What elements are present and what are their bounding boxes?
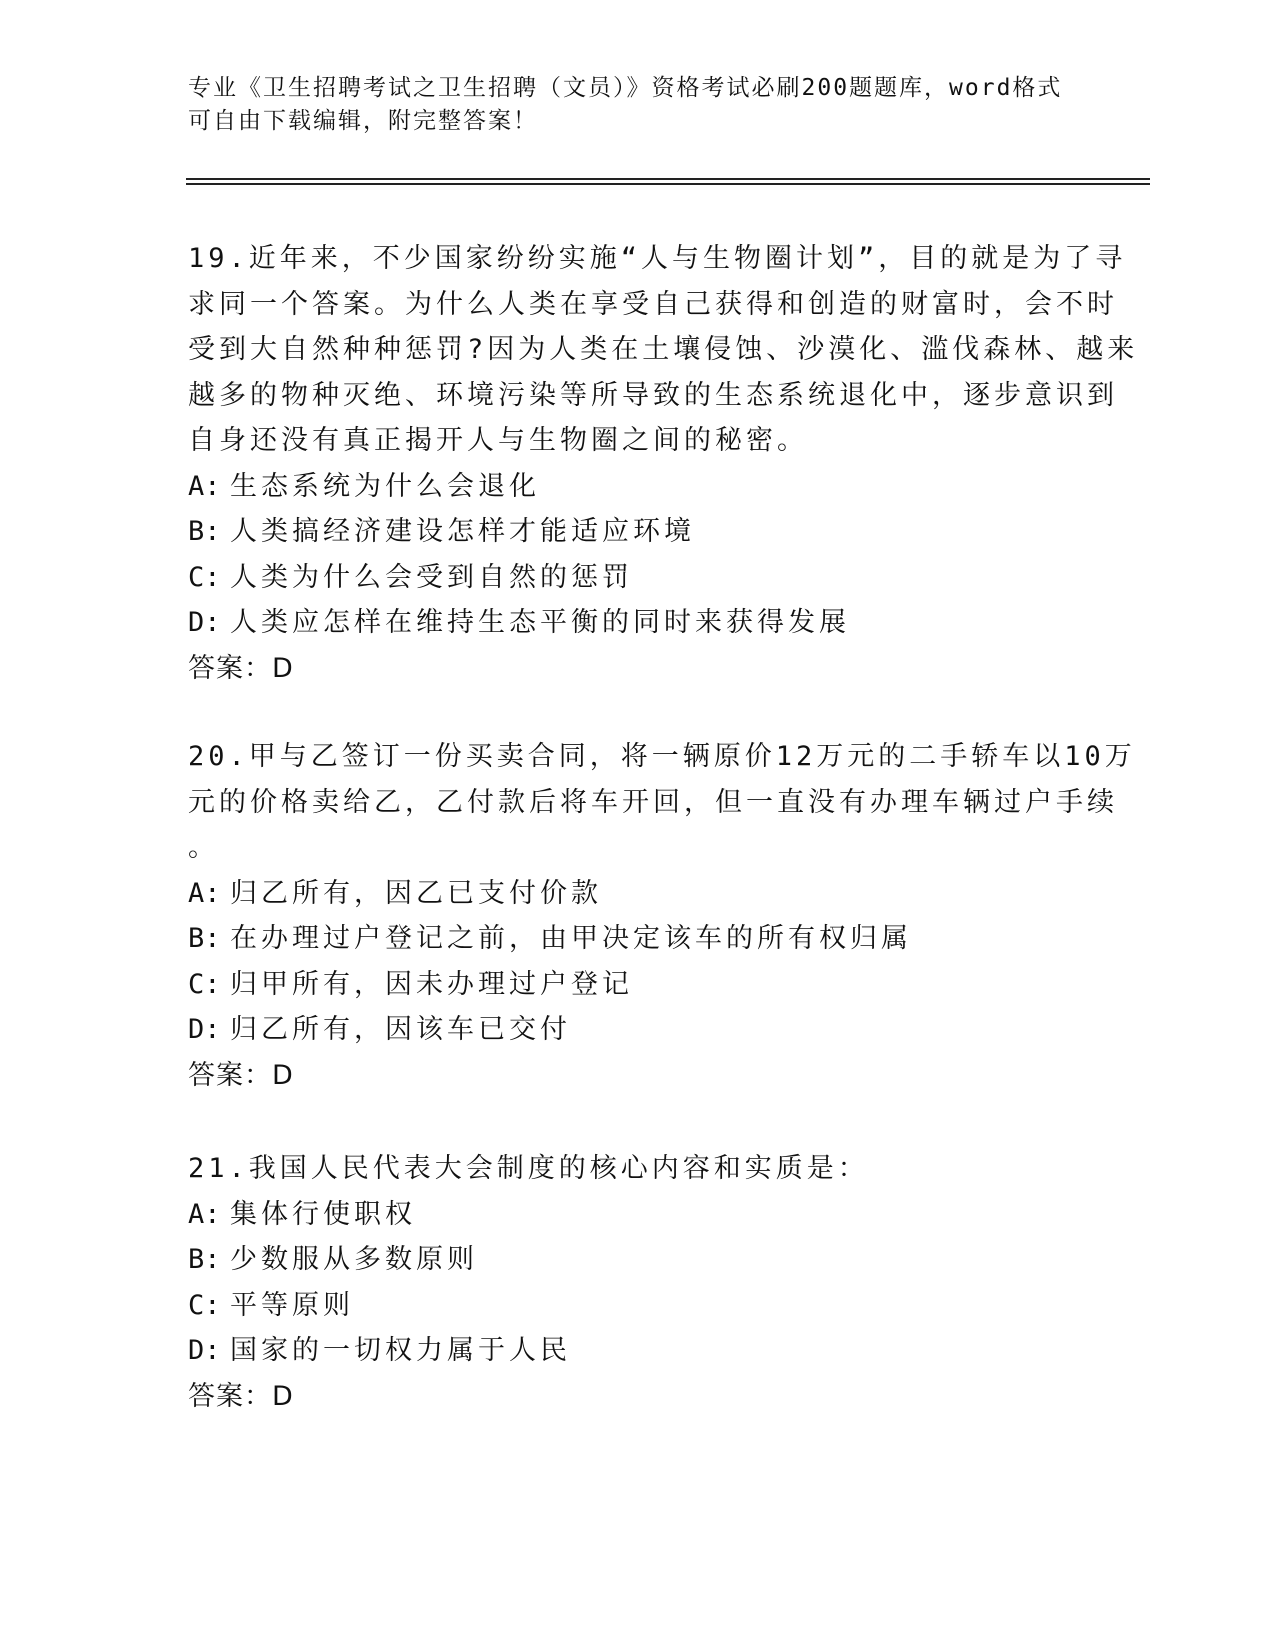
stem-line: 受到大自然种种惩罚?因为人类在土壤侵蚀、沙漠化、滥伐森林、越来	[188, 334, 1139, 365]
option-text: 归乙所有，因该车已交付	[230, 1014, 571, 1045]
option-key: C:	[188, 1289, 221, 1321]
option-key: C:	[188, 968, 221, 1000]
stem-line: 21.我国人民代表大会制度的核心内容和实质是：	[188, 1153, 869, 1184]
stem-line: 。	[188, 832, 219, 863]
option-text: 人类为什么会受到自然的惩罚	[230, 561, 633, 593]
option-b	[188, 1237, 1088, 1283]
option-key: D:	[188, 1014, 221, 1045]
option-a	[188, 871, 1088, 917]
option-b	[188, 509, 1088, 555]
option-key: B:	[188, 516, 221, 547]
header-divider-bottom	[186, 183, 1150, 185]
option-c	[188, 962, 1088, 1008]
option-d	[188, 1007, 1088, 1053]
option-key: A:	[188, 1198, 221, 1230]
answer-line: 答案：D	[188, 652, 294, 684]
option-c	[188, 555, 1088, 601]
question-stem	[188, 1146, 1088, 1192]
question-stem	[188, 734, 1136, 871]
option-text: 人类应怎样在维持生态平衡的同时来获得发展	[230, 607, 850, 638]
option-key: D:	[188, 607, 221, 638]
option-text: 集体行使职权	[230, 1198, 416, 1230]
option-c	[188, 1283, 1088, 1329]
option-text: 少数服从多数原则	[230, 1244, 478, 1275]
option-text: 生态系统为什么会退化	[230, 470, 540, 502]
stem-line: 越多的物种灭绝、环境污染等所导致的生态系统退化中，逐步意识到	[188, 379, 1118, 411]
header-line-1: 专业《卫生招聘考试之卫生招聘（文员）》资格考试必刷200题题库，word格式	[188, 75, 1063, 101]
answer-line: 答案：D	[188, 1059, 294, 1091]
option-a	[188, 464, 1088, 510]
option-key: D:	[188, 1335, 221, 1366]
option-d	[188, 600, 1088, 646]
answer-line: 答案：D	[188, 1380, 294, 1412]
option-text: 国家的一切权力属于人民	[230, 1335, 571, 1366]
option-b	[188, 916, 1088, 962]
option-key: C:	[188, 561, 221, 593]
stem-line: 自身还没有真正揭开人与生物圈之间的秘密。	[188, 425, 808, 456]
stem-line: 20.甲与乙签订一份买卖合同，将一辆原价12万元的二手轿车以10万	[188, 741, 1136, 772]
option-a	[188, 1192, 1088, 1238]
option-key: A:	[188, 470, 221, 502]
stem-line: 求同一个答案。为什么人类在享受自己获得和创造的财富时，会不时	[188, 288, 1118, 320]
option-key: B:	[188, 923, 221, 954]
stem-line: 19.近年来，不少国家纷纷实施“人与生物圈计划”，目的就是为了寻	[188, 243, 1127, 274]
question-19	[188, 236, 1139, 691]
option-text: 归乙所有，因乙已支付价款	[230, 877, 602, 909]
document-header	[188, 72, 1088, 138]
option-text: 人类搞经济建设怎样才能适应环境	[230, 516, 695, 547]
option-key: B:	[188, 1244, 221, 1275]
option-d	[188, 1328, 1088, 1374]
question-20	[188, 734, 1136, 1098]
option-text: 归甲所有，因未办理过户登记	[230, 968, 633, 1000]
option-key: A:	[188, 877, 221, 909]
header-line-2: 可自由下载编辑，附完整答案！	[188, 108, 538, 134]
option-text: 平等原则	[230, 1289, 354, 1321]
question-21	[188, 1146, 1088, 1419]
option-text: 在办理过户登记之前，由甲决定该车的所有权归属	[230, 923, 912, 954]
stem-line: 元的价格卖给乙，乙付款后将车开回，但一直没有办理车辆过户手续	[188, 786, 1118, 818]
question-stem	[188, 236, 1139, 464]
header-divider-top	[186, 178, 1150, 180]
